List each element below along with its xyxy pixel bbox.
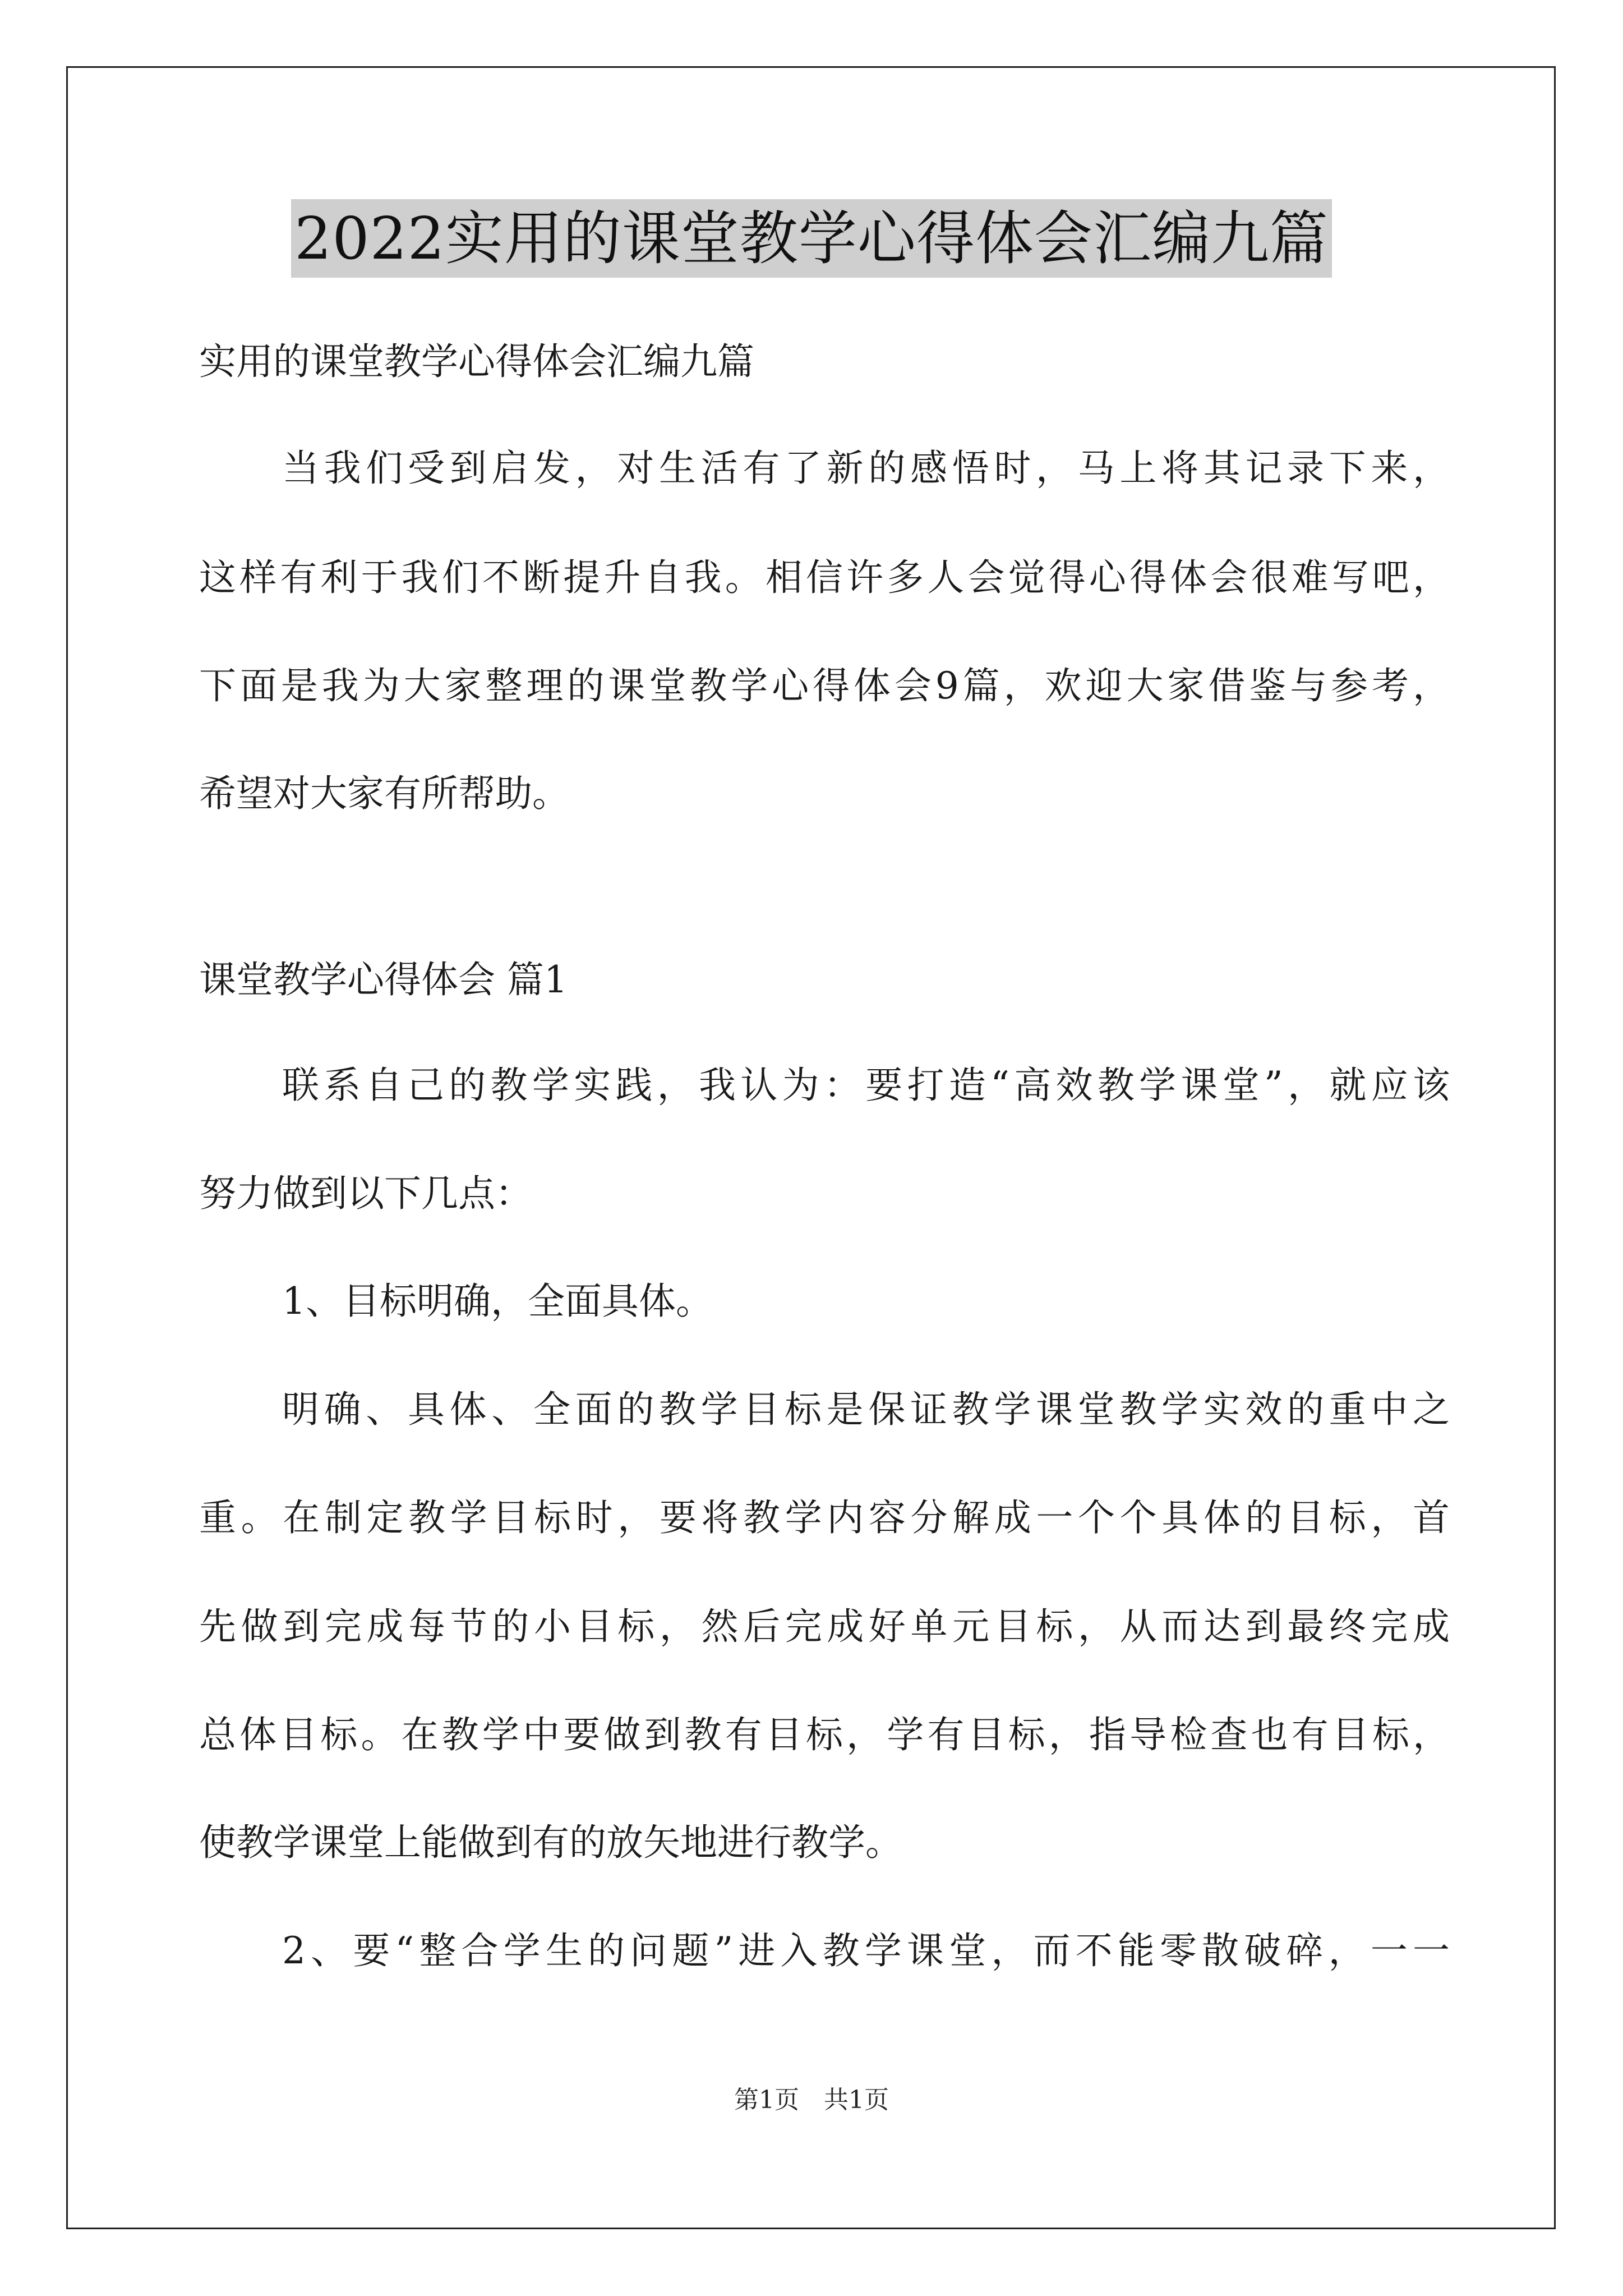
document-subtitle: 实用的课堂教学心得体会汇编九篇 — [199, 340, 754, 383]
title-container — [0, 199, 1623, 278]
section-line-7: 总体目标。在教学中要做到教有目标，学有目标，指导检查也有目标， — [199, 1713, 1450, 1756]
intro-line-3: 下面是我为大家整理的课堂教学心得体会9篇，欢迎大家借鉴与参考， — [199, 664, 1450, 707]
section-line-3: 1、目标明确，全面具体。 — [282, 1280, 713, 1323]
intro-line-1: 当我们受到启发，对生活有了新的感悟时，马上将其记录下来， — [282, 447, 1450, 490]
section-line-8: 使教学课堂上能做到有的放矢地进行教学。 — [199, 1821, 902, 1864]
section-line-1: 联系自己的教学实践，我认为：要打造“高效教学课堂”，就应该 — [282, 1064, 1450, 1107]
page-footer: 第1页 共1页 — [734, 2086, 889, 2114]
section-line-2: 努力做到以下几点： — [199, 1172, 532, 1215]
intro-line-4: 希望对大家有所帮助。 — [199, 772, 569, 815]
section-line-4: 明确、具体、全面的教学目标是保证教学课堂教学实效的重中之 — [282, 1388, 1450, 1431]
section-line-6: 先做到完成每节的小目标，然后完成好单元目标，从而达到最终完成 — [199, 1605, 1450, 1648]
intro-line-2: 这样有利于我们不断提升自我。相信许多人会觉得心得体会很难写吧， — [199, 556, 1450, 599]
page-border — [66, 66, 1556, 2229]
section-line-9: 2、要“整合学生的问题”进入教学课堂，而不能零散破碎，一一 — [282, 1929, 1450, 1972]
section-line-5: 重。在制定教学目标时，要将教学内容分解成一个个具体的目标，首 — [199, 1496, 1450, 1539]
section-heading: 课堂教学心得体会 篇1 — [199, 958, 568, 1001]
document-title: 2022实用的课堂教学心得体会汇编九篇 — [291, 199, 1332, 278]
